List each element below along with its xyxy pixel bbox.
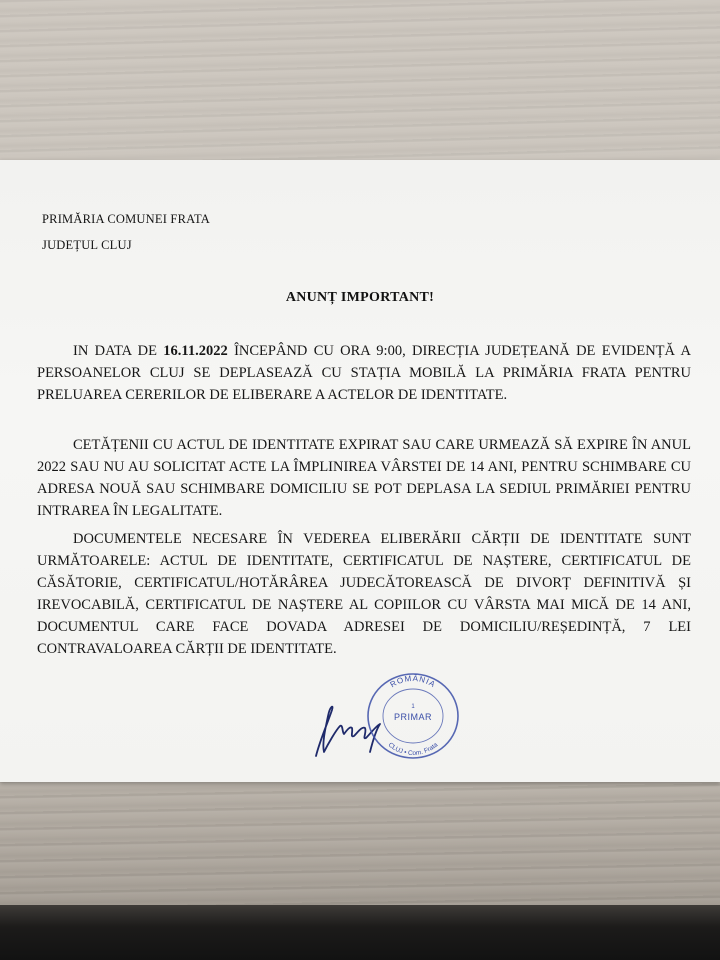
paragraph-1 [37,340,691,406]
header-county: JUDEȚUL CLUJ [42,238,132,252]
desk-edge-shadow [0,905,720,960]
paragraph-2 [37,434,691,522]
paragraph-1-date: 16.11.2022 [163,343,228,359]
paragraph-1-start: IN DATA DE [73,343,164,359]
paragraph-1-rest: ÎNCEPÂND CU ORA 9:00, DIRECȚIA JUDEȚEANĂ DE EVIDENȚĂ A PERSOANELOR CLUJ SE DEPLASEAZĂ CU STAȚIA MOBILĂ LA PRIMĂRIA FRATA PENTRU PRELUAREA CERERILOR DE ELIBERARE A ACTELOR DE IDENTITATE. [37,343,691,403]
announcement-title: ANUNȚ IMPORTANT! [285,290,435,305]
paragraph-3 [37,528,691,660]
paragraph-3-text: DOCUMENTELE NECESARE ÎN VEDEREA ELIBERĂRII CĂRȚII DE IDENTITATE SUNT URMĂTOARELE: ACTUL DE IDENTITATE, CERTIFICATUL DE NAȘTERE, CERTIFICATUL DE CĂSĂTORIE, CERTIFICATUL/HOTĂRÂREA JUDECĂTOREASCĂ DE DIVORȚ DEFINITIVĂ ȘI IREVOCABILĂ, CERTIFICATUL DE NAȘTERE AL COPIILOR CU VÂRSTA MAI MICĂ DE 14 ANI, DOCUMENTUL CARE FACE DOVADA ADRESEI DE DOMICILIU/REȘEDINȚĂ, 7 LEI CONTRAVALOAREA CĂRȚII DE IDENTITATE. [37,531,691,657]
paragraph-2-text: CETĂȚENII CU ACTUL DE IDENTITATE EXPIRAT SAU CARE URMEAZĂ SĂ EXPIRE ÎN ANUL 2022 SAU NU AU SOLICITAT ACTE LA ÎMPLINIREA VÂRSTEI DE 14 ANI, PENTRU SCHIMBARE CU ADRESA NOUĂ SAU SCHIMBARE DOMICILIU SE POT DEPLASA LA SEDIUL PRIMĂRIEI PENTRU INTRAREA ÎN LEGALITATE. [37,437,691,519]
stamp-bottom-text: CLUJ • Com. Frata [386,741,440,758]
stamp-top-text: ROMÂNIA [388,673,438,690]
announcement-paper [0,160,720,782]
header-institution: PRIMĂRIA COMUNEI FRATA [42,212,211,226]
stamp-center-text: PRIMAR [393,712,433,722]
stamp-number: 1 [411,704,415,710]
mayor-stamp [364,670,462,762]
